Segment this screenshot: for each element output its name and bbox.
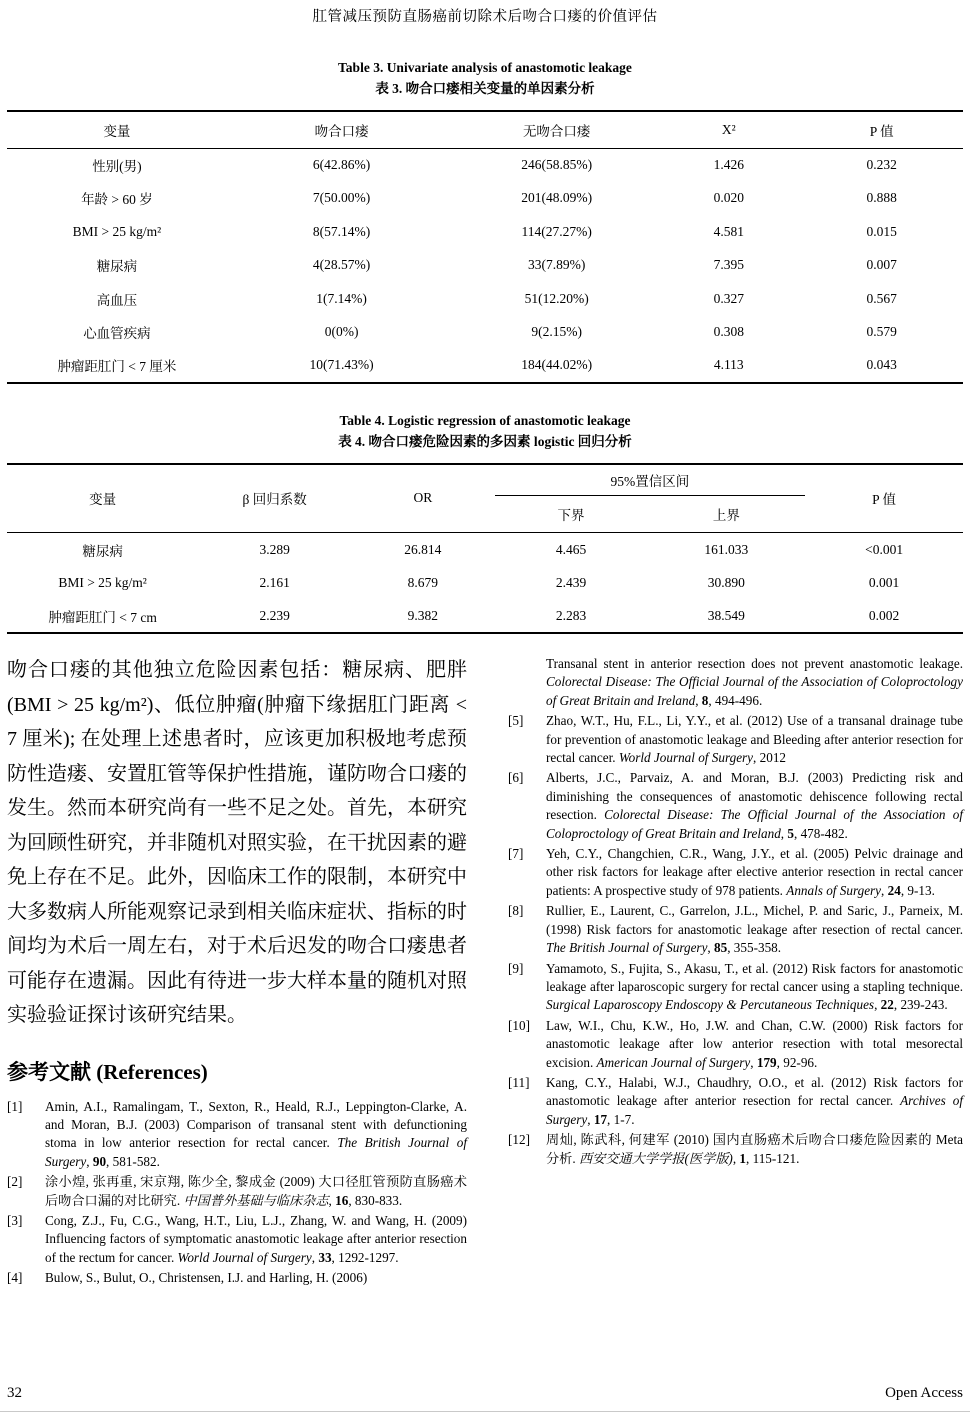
left-column	[7, 653, 467, 1290]
right-column	[508, 653, 963, 1290]
table-cell: <0.001	[865, 541, 904, 557]
table-cell: 6(42.86%)	[312, 157, 371, 172]
references-heading: 参考文献 (References)	[7, 1059, 208, 1084]
table3-col-p-value: P 值	[869, 123, 894, 139]
table4-col-confidence-interval: 95%置信区间	[495, 464, 806, 496]
table4-logistic-regression	[7, 463, 963, 635]
table-cell: 4(28.57%)	[312, 257, 371, 273]
reference-number: [11]	[508, 1074, 530, 1090]
reference-item	[508, 712, 963, 767]
reference-list-left	[7, 1098, 467, 1288]
reference-item	[508, 1017, 963, 1072]
reference-number: [8]	[508, 903, 524, 919]
table-cell: 51(12.20%)	[524, 290, 589, 306]
table-row	[7, 182, 963, 216]
table4-caption-en: Table 4. Logistic regression of anastomotic leakage	[339, 412, 631, 428]
reference-text: 涂小煌, 张再重, 宋京翔, 陈少全, 黎成金 (2009) 大口径肛管预防直肠癌术后吻合口漏的对比研究. 中国普外基础与临床杂志, 16, 830-833.	[45, 1174, 467, 1208]
table-row	[7, 316, 963, 350]
table4-body	[7, 533, 963, 634]
running-head-title: 肛管减压预防直肠癌前切除术后吻合口瘘的价值评估	[312, 9, 658, 25]
reference-text: Rullier, E., Laurent, C., Garrelon, J.L., Michel, P. and Saric, J., Parneix, M. (1998) Risk factors for anastomotic leakage after resection of rectal cancer. The British Journal of Surgery, 85, 355-358.	[546, 903, 963, 956]
table3-caption-zh: 表 3. 吻合口瘘相关变量的单因素分析	[375, 81, 595, 96]
reference-item	[508, 1074, 963, 1129]
table-cell: 年龄 > 60 岁	[81, 192, 153, 208]
table4-col-beta: β 回归系数	[242, 492, 307, 508]
reference-item	[508, 655, 963, 710]
reference-text: Law, W.I., Chu, K.W., Ho, J.W. and Chan, C.W. (2000) Risk factors for anastomotic leakage after low anterior resection with total mesorectal excision. American Journal of Surgery, 179, 92-96.	[546, 1017, 963, 1070]
reference-text: Yamamoto, S., Fujita, S., Akasu, T., et al. (2012) Risk factors for anastomotic leakage after laparoscopic surgery for rectal cancer using a stapling technique. Surgical Laparoscopy Endoscopy & Percutaneous Techniques, 22, 239-243.	[546, 960, 963, 1013]
table-cell: 4.113	[713, 357, 744, 373]
table-cell: 2.283	[555, 607, 587, 623]
table-cell: 201(48.09%)	[521, 190, 593, 206]
reference-list-right	[508, 655, 963, 1168]
table-cell: 114(27.27%)	[521, 223, 592, 239]
reference-number: [12]	[508, 1132, 530, 1148]
table3-caption	[7, 57, 963, 99]
reference-item	[508, 902, 963, 957]
table-cell: 性别(男)	[92, 159, 142, 174]
table-cell: 26.814	[404, 541, 442, 557]
table-cell: 0.043	[866, 357, 897, 373]
table4-col-ci-upper: 上界	[712, 508, 740, 523]
table3-col-no-leakage: 无吻合口瘘	[522, 123, 591, 139]
reference-item	[508, 845, 963, 900]
table-cell: 0.308	[713, 324, 744, 340]
table-cell: 7.395	[713, 257, 744, 273]
table-cell: 8.679	[407, 574, 439, 590]
table-cell: 9(2.15%)	[531, 324, 582, 340]
table4-caption-zh: 表 4. 吻合口瘘危险因素的多因素 logistic 回归分析	[338, 433, 632, 449]
table-cell: 0.002	[868, 607, 900, 623]
reference-text: Amin, A.I., Ramalingam, T., Sexton, R., Heald, R.J., Leppington-Clarke, A. and Moran, B.J. (2003) Comparison of transanal stent with defunctioning stoma in low anterior resection for rectal cancer. The British Journal of Surgery, 90, 581-582.	[45, 1098, 467, 1169]
table-row	[7, 533, 963, 567]
table4-header-row-1	[7, 464, 963, 496]
table-cell: 30.890	[707, 574, 745, 590]
reference-number: [1]	[7, 1098, 23, 1114]
reference-number: [4]	[7, 1270, 23, 1286]
table-row	[7, 282, 963, 316]
table-cell: 2.239	[259, 607, 290, 623]
table-cell: 7(50.00%)	[312, 190, 371, 206]
table-row	[7, 215, 963, 249]
reference-number: [6]	[508, 770, 524, 786]
table-cell: 38.549	[707, 607, 745, 623]
discussion-paragraph: 吻合口瘘的其他独立危险因素包括：糖尿病、肥胖(BMI > 25 kg/m²)、低位肿瘤(肿瘤下缘据肛门距离 < 7 厘米); 在处理上述患者时，应该更加积极地考虑预防性造瘘、安置肛管等保护性措施，谨防吻合口瘘的发生。然而本研究尚有一些不足之处。首先，本研究为回顾性研究，并非随机对照实验，在干扰因素的避免上存在不足。此外，因临床工作的限制，本研究中大多数病人所能观察记录到相关临床症状、指标的时间均为术后一周左右，对于术后迟发的吻合口瘘患者可能存在遗漏。因此有待进一步大样本量的随机对照实验验证探讨该研究结果。	[7, 659, 467, 1026]
table-cell: 0.015	[866, 223, 897, 239]
table4-col-or: OR	[413, 490, 433, 506]
reference-number: [10]	[508, 1017, 530, 1033]
reference-item	[7, 1098, 467, 1172]
table-cell: 0.567	[866, 290, 897, 306]
reference-item	[7, 1212, 467, 1267]
table-cell: 1.426	[713, 157, 744, 172]
table-row	[7, 349, 963, 383]
table-cell: 2.439	[555, 574, 587, 590]
table-cell: BMI > 25 kg/m²	[72, 223, 162, 239]
table4-col-p-value: P 值	[872, 492, 897, 508]
table-cell: 0.327	[713, 290, 744, 306]
table-cell: 4.581	[713, 223, 744, 239]
reference-number: [7]	[508, 846, 524, 862]
table-cell: 4.465	[555, 541, 587, 557]
table-cell: 糖尿病	[82, 543, 123, 559]
table-row	[7, 600, 963, 634]
reference-text: Bulow, S., Bulut, O., Christensen, I.J. and Harling, H. (2006)	[45, 1270, 368, 1286]
table-row	[7, 566, 963, 600]
two-column-text	[7, 653, 963, 1290]
table3-caption-en: Table 3. Univariate analysis of anastomotic leakage	[338, 60, 632, 75]
table-cell: 2.161	[259, 574, 290, 590]
table3-body	[7, 148, 963, 383]
reference-text: Cong, Z.J., Fu, C.G., Wang, H.T., Liu, L.J., Zhang, W. and Wang, H. (2009) Influencing factors of symptomatic anastomotic leakage after anterior resection of the rectum for cancer. World Journal of Surgery, 33, 1292-1297.	[45, 1212, 467, 1265]
table4-col-variable: 变量	[89, 492, 117, 508]
table3-univariate-analysis	[7, 110, 963, 384]
reference-text: Kang, C.Y., Halabi, W.J., Chaudhry, O.O., et al. (2012) Risk factors for anastomotic leakage after anterior resection for rectal cancer. Archives of Surgery, 17, 1-7.	[546, 1074, 963, 1127]
reference-text: Alberts, J.C., Parvaiz, A. and Moran, B.J. (2003) Predicting risk and diminishing the consequences of anastomotic dehiscence following rectal resection. Colorectal Disease: The Official Journal of the Association of Coloproctology of Great Britain and Ireland, 5, 478-482.	[546, 770, 963, 841]
table-cell: 184(44.02%)	[521, 357, 593, 373]
reference-item	[7, 1173, 467, 1210]
table-cell: 33(7.89%)	[528, 257, 586, 273]
table-cell: 0.232	[866, 157, 897, 172]
reference-item	[508, 769, 963, 843]
table-cell: 9.382	[407, 607, 439, 623]
table-cell: 心血管疾病	[83, 326, 151, 342]
reference-number: [5]	[508, 713, 524, 729]
open-access-label: Open Access	[885, 1385, 963, 1401]
table-cell: 0.579	[866, 324, 897, 340]
page-number: 32	[7, 1385, 22, 1401]
table-cell: 0.020	[713, 190, 744, 206]
table4-caption	[7, 410, 963, 452]
reference-text: Transanal stent in anterior resection does not prevent anastomotic leakage. Colorectal Disease: The Official Journal of the Association of Coloproctology of Great Britain and Ireland, 8, 494-496.	[546, 656, 963, 708]
page-footer	[7, 1384, 963, 1402]
table-cell: 161.033	[704, 541, 749, 557]
reference-number: [2]	[7, 1174, 23, 1190]
table-cell: 0.001	[868, 574, 900, 590]
table4-col-ci-lower: 下界	[557, 508, 585, 523]
table3-col-chi-square: X²	[721, 121, 736, 137]
table-cell: 高血压	[96, 292, 138, 308]
table3-header-row	[7, 111, 963, 148]
table-cell: BMI > 25 kg/m²	[58, 574, 147, 590]
table-cell: 肿瘤距肛门 < 7 厘米	[57, 359, 177, 375]
table-cell: 246(58.85%)	[521, 157, 593, 172]
table-cell: 8(57.14%)	[312, 223, 371, 239]
table-cell: 3.289	[259, 541, 290, 557]
table-cell: 糖尿病	[96, 259, 138, 275]
reference-text: Yeh, C.Y., Changchien, C.R., Wang, J.Y., et al. (2005) Pelvic drainage and other risk factors for leakage after elective anterior resection in rectal cancer patients: A prospective study of 978 patients. Annals of Surgery, 24, 9-13.	[546, 846, 963, 898]
table-cell: 0(0%)	[324, 324, 359, 340]
table-cell: 0.888	[866, 190, 897, 206]
page-edge-line	[0, 1411, 970, 1412]
table3-col-variable: 变量	[103, 123, 131, 139]
reference-item	[508, 1131, 963, 1168]
reference-number	[508, 655, 546, 710]
table-cell: 0.007	[866, 257, 897, 273]
table-row	[7, 249, 963, 283]
table-cell: 1(7.14%)	[316, 290, 367, 306]
reference-item	[7, 1269, 467, 1287]
reference-item	[508, 960, 963, 1015]
reference-number: [9]	[508, 960, 524, 976]
table-row	[7, 148, 963, 182]
reference-text: 周灿, 陈武科, 何建军 (2010) 国内直肠癌术后吻合口瘘危险因素的 Meta 分析. 西安交通大学学报(医学版), 1, 115-121.	[546, 1132, 963, 1166]
reference-text: Zhao, W.T., Hu, F.L., Li, Y.Y., et al. (2012) Use of a transanal drainage tube for prevention of anastomotic leakage and Bleeding after anterior resection for rectal cancer. World Journal of Surgery, 2012	[546, 713, 963, 766]
table-cell: 肿瘤距肛门 < 7 cm	[48, 609, 157, 625]
reference-number: [3]	[7, 1212, 23, 1228]
table3-col-leakage: 吻合口瘘	[314, 123, 369, 139]
table-cell: 10(71.43%)	[309, 357, 374, 373]
